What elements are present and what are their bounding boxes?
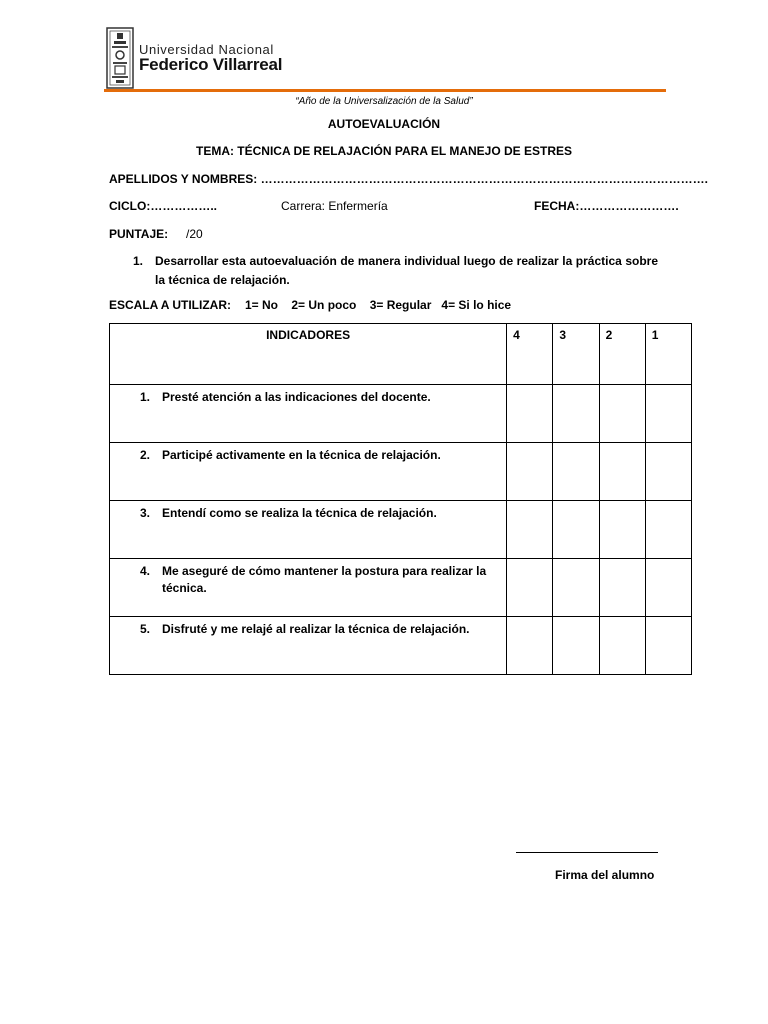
score-3-header: 3 (553, 324, 599, 385)
indicators-header: INDICADORES (110, 324, 507, 385)
indicators-table (109, 323, 692, 675)
signature-line (516, 852, 658, 853)
score-cell-2[interactable] (599, 385, 645, 443)
university-header (104, 26, 666, 96)
university-name-line1: Universidad Nacional (139, 42, 274, 57)
table-row (110, 559, 692, 617)
university-emblem-icon (106, 27, 134, 89)
score-cell-1[interactable] (645, 385, 691, 443)
indicator-text: Disfruté y me relajé al realizar la técnica de relajación. (162, 622, 470, 636)
header-divider (104, 89, 666, 92)
score-cell-2[interactable] (599, 617, 645, 675)
indicator-text: Entendí como se realiza la técnica de relajación. (162, 506, 437, 520)
instruction (133, 252, 658, 290)
indicator-text: Me aseguré de cómo mantener la postura para realizar la técnica. (162, 564, 487, 595)
signature-label: Firma del alumno (555, 868, 655, 882)
indicator-number: 1. (140, 390, 151, 404)
score-label: PUNTAJE: (109, 227, 169, 241)
score-cell-3[interactable] (553, 385, 599, 443)
score-1-header: 1 (645, 324, 691, 385)
score-cell-1[interactable] (645, 559, 691, 617)
score-value: /20 (186, 227, 203, 241)
university-name-line2: Federico Villarreal (139, 55, 283, 74)
indicator-number: 2. (140, 448, 151, 462)
score-cell-2[interactable] (599, 559, 645, 617)
scale-values: 1= No 2= Un poco 3= Regular 4= Si lo hice (245, 298, 512, 312)
career-field: Carrera: Enfermería (281, 199, 388, 213)
document-topic: TEMA: TÉCNICA DE RELAJACIÓN PARA EL MANEJO DE ESTRES (195, 144, 573, 158)
document-title: AUTOEVALUACIÓN (327, 117, 441, 131)
table-row (110, 385, 692, 443)
instruction-number: 1. (133, 254, 144, 268)
cycle-field: CICLO:…………….. (109, 199, 217, 213)
table-row (110, 617, 692, 675)
table-header-row (110, 324, 692, 385)
date-field: FECHA:……………………. (534, 199, 679, 213)
score-4-header: 4 (507, 324, 553, 385)
score-cell-3[interactable] (553, 501, 599, 559)
indicator-number: 3. (140, 506, 151, 520)
score-cell-1[interactable] (645, 501, 691, 559)
score-cell-4[interactable] (507, 501, 553, 559)
table-row (110, 443, 692, 501)
score-cell-1[interactable] (645, 443, 691, 501)
names-field: APELLIDOS Y NOMBRES: …………………………………………………………………………………………………. (109, 172, 708, 186)
indicator-number: 4. (140, 564, 151, 578)
indicator-text: Presté atención a las indicaciones del docente. (162, 390, 431, 404)
indicator-number: 5. (140, 622, 151, 636)
score-cell-2[interactable] (599, 443, 645, 501)
score-cell-3[interactable] (553, 559, 599, 617)
instruction-text: Desarrollar esta autoevaluación de manera individual luego de realizar la práctica sobre la técnica de relajación. (155, 254, 658, 287)
score-cell-4[interactable] (507, 443, 553, 501)
score-cell-4[interactable] (507, 617, 553, 675)
score-2-header: 2 (599, 324, 645, 385)
score-cell-2[interactable] (599, 501, 645, 559)
scale-label: ESCALA A UTILIZAR: (109, 298, 231, 312)
indicator-text: Participé activamente en la técnica de relajación. (162, 448, 441, 462)
table-row (110, 501, 692, 559)
score-cell-4[interactable] (507, 559, 553, 617)
score-cell-4[interactable] (507, 385, 553, 443)
score-cell-3[interactable] (553, 617, 599, 675)
score-cell-3[interactable] (553, 443, 599, 501)
score-cell-1[interactable] (645, 617, 691, 675)
year-motto: “Año de la Universalización de la Salud” (295, 96, 473, 107)
